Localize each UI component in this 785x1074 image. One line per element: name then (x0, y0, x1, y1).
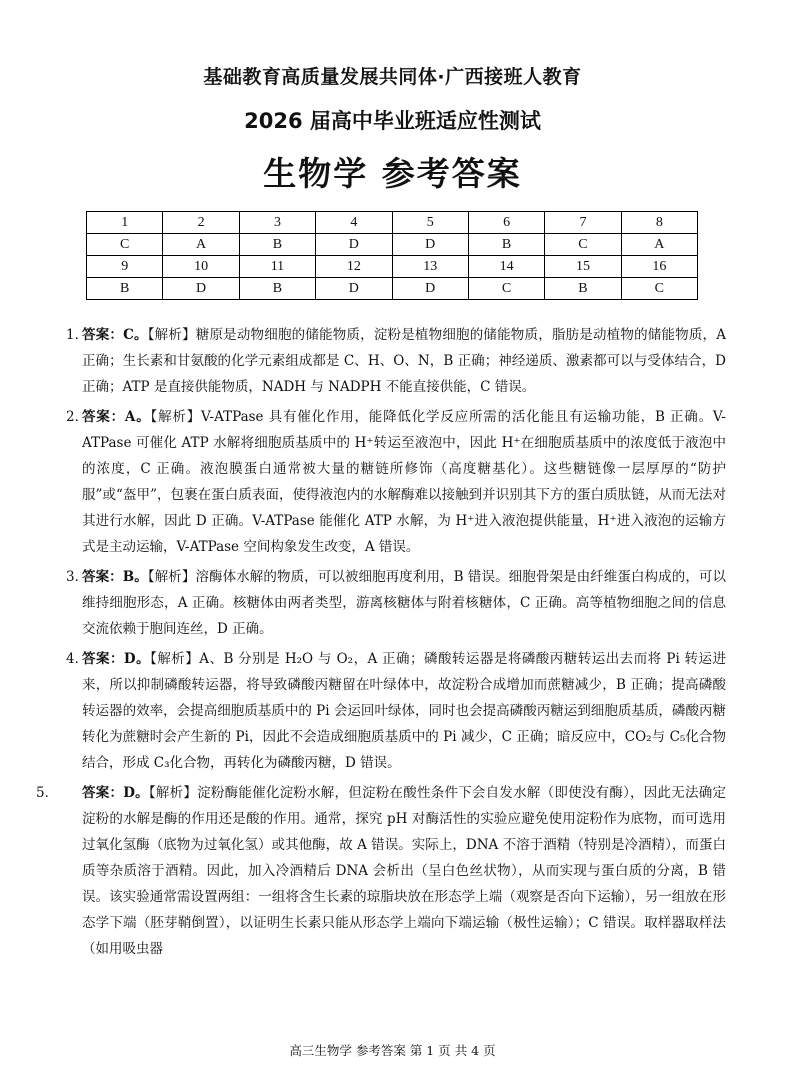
answer-cell: A (163, 234, 239, 256)
answer-table-row (87, 278, 698, 300)
explanation-item (58, 564, 726, 642)
answer-cell: B (239, 234, 315, 256)
explanation-text (58, 322, 726, 400)
question-number-cell: 7 (545, 212, 621, 234)
explanation-text (58, 646, 726, 776)
answer-cell: B (468, 234, 544, 256)
answer-lead: 答案：D。 (82, 785, 149, 801)
question-number-cell: 4 (316, 212, 392, 234)
question-number-cell: 11 (239, 256, 315, 278)
answer-table-row (87, 212, 698, 234)
answer-cell: D (316, 278, 392, 300)
answer-cell: C (545, 234, 621, 256)
answer-lead: 答案：C。 (82, 327, 148, 343)
analysis-text: 【解析】溶酶体水解的物质，可以被细胞再度利用，B 错误。细胞骨架是由纤维蛋白构成的，可以维持细胞形态，A 正确。核糖体由两者类型，游离核糖体与附着核糖体，C 正确。高等植物细胞之间的信息交流依赖于胞间连丝，D 正确。 (82, 569, 726, 637)
analysis-text: 【解析】淀粉酶能催化淀粉水解，但淀粉在酸性条件下会自发水解（即使没有酶），因此无法确定淀粉的水解是酶的作用还是酸的作用。通常，探究 pH 对酶活性的实验应避免使用淀粉作为底物，而可选用过氧化氢酶（底物为过氧化氢）或其他酶，故 A 错误。实际上，DNA 不溶于酒精（特别是冷酒精），而蛋白质等杂质溶于酒精。因此，加入冷酒精后 DNA 会析出（呈白色丝状物），从而实现与蛋白质的分离，B 错误。该实验通常需设置两组：一组将含生长素的琼脂块放在形态学上端（观察是否向下运输），另一组放在形态学下端（胚芽鞘倒置），以证明生长素只能从形态学上端向下端运输（极性运输）；C 错误。取样器取样法（如用吸虫器 (82, 785, 727, 957)
item-number: 1． (66, 327, 89, 343)
question-number-cell: 14 (468, 256, 544, 278)
answer-table-row (87, 256, 698, 278)
answer-lead: 答案：A。 (82, 409, 151, 425)
answer-cell: D (316, 234, 392, 256)
page-footer: 高三生物学 参考答案 第 1 页 共 4 页 (289, 1043, 496, 1058)
answer-table-row (87, 234, 698, 256)
item-number: 4． (66, 651, 89, 667)
answer-cell: C (87, 234, 163, 256)
exam-title: 2026 届高中毕业班适应性测试 (244, 109, 541, 133)
explanation-item (36, 780, 726, 962)
answer-cell: B (239, 278, 315, 300)
explanation-text (36, 780, 726, 962)
question-number-cell: 15 (545, 256, 621, 278)
analysis-text: 【解析】V-ATPase 具有催化作用，能降低化学反应所需的活化能且有运输功能，B 正确。V-ATPase 可催化 ATP 水解将细胞质基质中的 H⁺转运至液泡中，因此 H⁺在细胞质基质中的浓度低于液泡中的浓度，C 正确。液泡膜蛋白通常被大量的糖链所修饰（高度糖基化）。这些糖链像一层厚厚的“防护服”或“盔甲”，包裹在蛋白质表面，使得液泡内的水解酶难以接触到并识别其下方的蛋白质肽链，从而无法对其进行水解，因此 D 正确。V-ATPase 能催化 ATP 水解，为 H⁺进入液泡提供能量，H⁺进入液泡的运输方式是主动运输，V-ATPase 空间构象发生改变，A 错误。 (82, 409, 726, 555)
institution-title: 基础教育高质量发展共同体·广西接班人教育 (203, 66, 582, 88)
answer-cell: C (621, 278, 697, 300)
question-number-cell: 1 (87, 212, 163, 234)
question-number-cell: 8 (621, 212, 697, 234)
answer-cell: B (545, 278, 621, 300)
question-number-cell: 16 (621, 256, 697, 278)
question-number-cell: 9 (87, 256, 163, 278)
question-number-cell: 5 (392, 212, 468, 234)
explanation-item (58, 646, 726, 776)
answer-cell: C (468, 278, 544, 300)
question-number-cell: 2 (163, 212, 239, 234)
answer-cell: A (621, 234, 697, 256)
question-number-cell: 3 (239, 212, 315, 234)
answer-cell: D (392, 234, 468, 256)
analysis-text: 【解析】A、B 分别是 H₂O 与 O₂，A 正确；磷酸转运器是将磷酸丙糖转运出去而将 Pi 转运进来，所以抑制磷酸转运器，将导致磷酸丙糖留在叶绿体中，故淀粉合成增加而蔗糖减少，B 正确；提高磷酸转运器的效率，会提高细胞质基质中的 Pi 会运回叶绿体，同时也会提高磷酸丙糖运到细胞质基质，磷酸丙糖转化为蔗糖时会产生新的 Pi，因此不会造成细胞质基质中的 Pi 减少，C 正确；暗反应中，CO₂与 C₅化合物结合，形成 C₃化合物，再转化为磷酸丙糖，D 错误。 (82, 651, 726, 771)
page-title: 生物学 参考答案 (263, 154, 522, 193)
answer-cell: D (392, 278, 468, 300)
analysis-text: 【解析】糖原是动物细胞的储能物质，淀粉是植物细胞的储能物质，脂肪是动植物的储能物质，A 正确；生长素和甘氨酸的化学元素组成都是 C、H、O、N，B 正确；神经递质、激素都可以与受体结合，D 正确；ATP 是直接供能物质，NADH 与 NADPH 不能直接供能，C 错误。 (82, 327, 726, 395)
question-number-cell: 6 (468, 212, 544, 234)
explanation-text (58, 404, 726, 560)
explanation-item (58, 404, 726, 560)
answer-lead: 答案：B。 (82, 569, 148, 585)
answer-cell: B (87, 278, 163, 300)
item-number: 2． (66, 409, 89, 425)
explanation-item (58, 322, 726, 400)
question-number-cell: 10 (163, 256, 239, 278)
item-number: 5． (36, 785, 59, 801)
question-number-cell: 13 (392, 256, 468, 278)
answer-table (86, 211, 698, 300)
answer-cell: D (163, 278, 239, 300)
answer-explanations (36, 322, 727, 966)
item-number: 3． (66, 569, 89, 585)
explanation-text (58, 564, 726, 642)
question-number-cell: 12 (316, 256, 392, 278)
answer-lead: 答案：D。 (82, 651, 151, 667)
